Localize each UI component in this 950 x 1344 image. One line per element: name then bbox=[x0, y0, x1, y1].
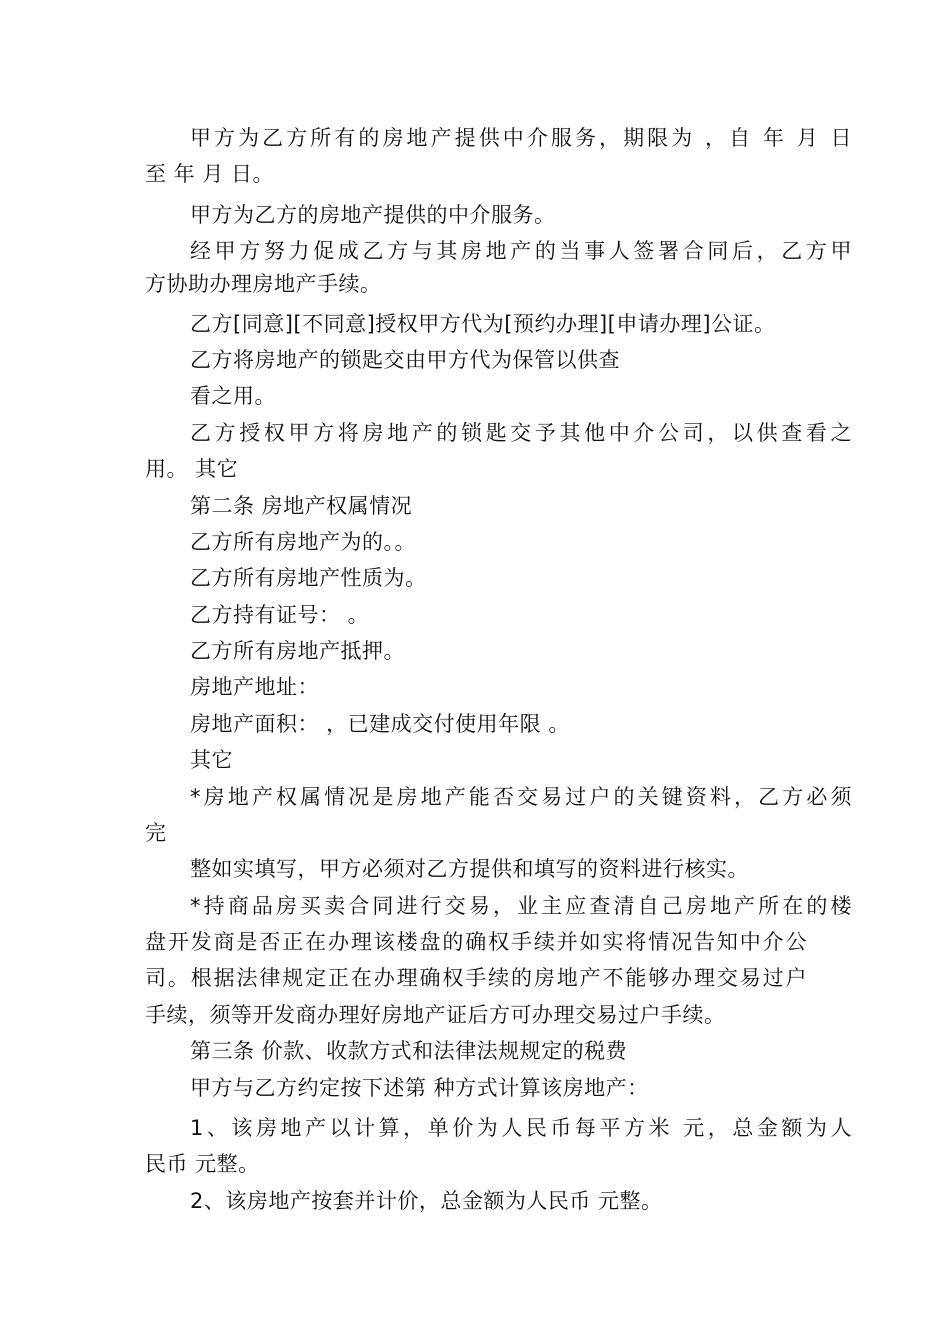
paragraph-line: 至 年 月 日。 bbox=[145, 162, 275, 186]
section-heading: 第三条 价款、收款方式和法律法规规定的税费 bbox=[190, 1039, 628, 1063]
paragraph-line: 甲方与乙方约定按下述第 种方式计算该房地产： bbox=[190, 1076, 649, 1100]
paragraph-line: 民币 元整。 bbox=[145, 1152, 260, 1176]
paragraph-line: 房地产地址： bbox=[190, 675, 319, 699]
paragraph-line: 方协助办理房地产手续。 bbox=[145, 272, 382, 296]
section-heading: 第二条 房地产权属情况 bbox=[190, 494, 413, 518]
paragraph-line: 乙方[同意][不同意]授权甲方代为[预约办理][申请办理]公证。 bbox=[190, 312, 776, 336]
paragraph-line: 其它 bbox=[190, 748, 233, 772]
paragraph-line: 乙方所有房地产性质为。 bbox=[190, 566, 427, 590]
paragraph-line: 盘开发商是否正在办理该楼盘的确权手续并如实将情况告知中介公 bbox=[145, 930, 807, 954]
paragraph-line: *持商品房买卖合同进行交易，业主应查清自己房地产所在的楼 bbox=[190, 894, 852, 918]
paragraph-line: 用。 其它 bbox=[145, 457, 239, 481]
paragraph-line: 司。根据法律规定正在办理确权手续的房地产不能够办理交易过户 bbox=[145, 966, 807, 990]
paragraph-line: 乙方所有房地产为的。。 bbox=[190, 530, 416, 554]
paragraph-line: 乙方授权甲方将房地产的锁匙交予其他中介公司，以供查看之 bbox=[190, 421, 852, 445]
paragraph-line: 甲方为乙方的房地产提供的中介服务。 bbox=[190, 203, 556, 227]
paragraph-line: 看之用。 bbox=[190, 384, 276, 408]
paragraph-line: 整如实填写，甲方必须对乙方提供和填写的资料进行核实。 bbox=[190, 857, 749, 881]
paragraph-line: 完 bbox=[145, 821, 167, 845]
paragraph-line: 房地产面积： ，已建成交付使用年限 。 bbox=[190, 712, 570, 736]
paragraph-line: 1、该房地产以计算，单价为人民币每平方米 元，总金额为人 bbox=[190, 1116, 852, 1140]
paragraph-line: 甲方为乙方所有的房地产提供中介服务，期限为 ，自 年 月 日 bbox=[190, 126, 852, 150]
paragraph-line: 乙方将房地产的锁匙交由甲方代为保管以供查 bbox=[190, 348, 620, 372]
paragraph-line: 乙方所有房地产抵押。 bbox=[190, 639, 405, 663]
paragraph-line: 乙方持有证号： 。 bbox=[190, 603, 370, 627]
paragraph-line: 2、该房地产按套并计价，总金额为人民币 元整。 bbox=[190, 1189, 663, 1213]
paragraph-line: 手续，须等开发商办理好房地产证后方可办理交易过户手续。 bbox=[145, 1003, 726, 1027]
paragraph-line: 经甲方努力促成乙方与其房地产的当事人签署合同后，乙方甲 bbox=[190, 239, 852, 263]
paragraph-line: *房地产权属情况是房地产能否交易过户的关键资料，乙方必须 bbox=[190, 785, 852, 809]
